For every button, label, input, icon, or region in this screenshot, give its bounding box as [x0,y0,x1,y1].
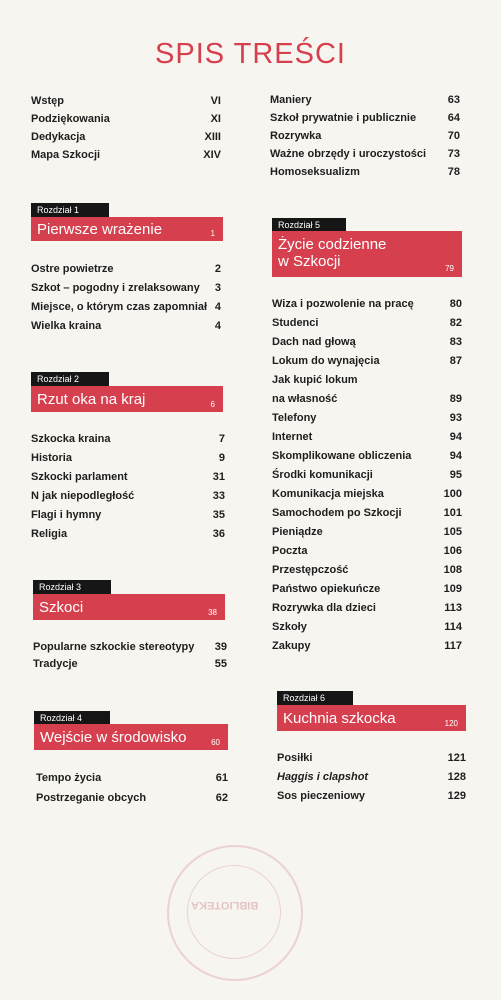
entry-page: 94 [449,450,462,462]
entry-label: Szkocki parlament [31,471,128,483]
toc-entry[interactable] [31,489,225,503]
toc-entry[interactable] [31,94,221,108]
toc-entry[interactable] [272,563,462,577]
entry-page: 3 [214,282,221,294]
entry-label: Ostre powietrze [31,263,114,275]
entry-label: Podziękowania [31,113,110,125]
toc-entry[interactable] [272,582,462,596]
entry-label: Posiłki [277,752,313,764]
toc-entry[interactable] [272,601,462,615]
entry-label: Miejsce, o którym czas zapomniał [31,301,208,313]
toc-entry[interactable] [272,525,462,539]
entry-label: Środki komunikacji [272,469,373,481]
entry-label: Szkot – pogodny i zrelaksowany [31,282,200,294]
chapter-2-banner[interactable] [31,386,223,412]
entry-label: Homoseksualizm [270,166,360,178]
toc-entry[interactable] [270,147,460,161]
entry-label: Religia [31,528,68,540]
library-stamp [167,845,303,981]
entry-label: Maniery [270,94,312,106]
entry-label: Telefony [272,412,317,424]
entry-page: 78 [447,166,460,178]
chapter-page: 6 [210,400,215,409]
toc-entry[interactable] [272,354,462,368]
entry-label: Dedykacja [31,131,86,143]
toc-entry[interactable] [272,430,462,444]
entry-page: 93 [449,412,462,424]
entry-page: 63 [447,94,460,106]
toc-entry[interactable] [36,791,228,805]
entry-page: 73 [447,148,460,160]
chapter-4-banner[interactable] [34,724,228,750]
toc-entry[interactable] [31,281,221,295]
entry-label: Samochodem po Szkocji [272,507,402,519]
chapter-title: Wejście w środowisko [40,729,187,746]
toc-entry[interactable] [272,544,462,558]
chapter-3-tag: Rozdział 3 [33,580,111,594]
entry-page: 114 [444,621,462,633]
chapter-page: 38 [208,608,217,617]
toc-entry[interactable] [272,506,462,520]
entry-label: Sos pieczeniowy [277,790,366,802]
entry-label: Szkoł prywatnie i publicznie [270,112,417,124]
toc-entry[interactable] [272,468,462,482]
toc-entry[interactable] [270,111,460,125]
entry-label: Rozrywka dla dzieci [272,602,376,614]
entry-label: Internet [272,431,313,443]
toc-entry[interactable] [31,432,225,446]
toc-entry[interactable] [31,470,225,484]
toc-entry[interactable] [270,165,460,179]
entry-page: 83 [449,336,462,348]
chapter-5-banner[interactable] [272,231,462,277]
page-title: SPIS TREŚCI [155,38,346,70]
entry-label: Poczta [272,545,308,557]
toc-entry[interactable] [31,262,221,276]
chapter-title: Pierwsze wrażenie [37,221,163,238]
entry-page: 33 [212,490,225,502]
entry-label: Wielka kraina [31,320,102,332]
entry-label: Mapa Szkocji [31,149,101,161]
entry-page: 117 [444,640,462,652]
entry-page: 108 [443,564,462,576]
entry-label: Pieniądze [272,526,323,538]
entry-label: Tempo życia [36,772,102,784]
entry-page: 36 [212,528,225,540]
toc-entry[interactable] [272,392,462,406]
entry-page: 100 [443,488,462,500]
entry-page: 95 [449,469,462,481]
entry-label: Tradycje [33,658,78,670]
entry-page: 70 [447,130,460,142]
entry-page: 105 [443,526,462,538]
entry-page: VI [210,95,221,107]
entry-page: 2 [214,263,221,275]
toc-entry[interactable] [272,639,462,653]
entry-label: Ważne obrzędy i uroczystości [270,148,427,160]
toc-entry[interactable] [272,411,462,425]
entry-label: Historia [31,452,72,464]
entry-page: 4 [214,320,221,332]
toc-entry[interactable] [31,451,225,465]
entry-page: 9 [218,452,225,464]
entry-page: XIII [204,131,221,143]
entry-label: Szkocka kraina [31,433,111,445]
toc-entry[interactable] [272,297,462,311]
entry-page: 121 [447,752,466,764]
toc-entry[interactable] [33,657,227,671]
chapter-title: Życie codzienne w Szkocji [278,236,387,270]
chapter-6-banner[interactable] [277,705,466,731]
entry-page: 4 [214,301,221,313]
toc-entry[interactable] [272,449,462,463]
chapter-1-tag: Rozdział 1 [31,203,109,217]
entry-label: Popularne szkockie stereotypy [33,641,195,653]
entry-label: N jak niepodległość [31,490,135,502]
toc-entry[interactable] [277,789,466,803]
entry-page: 80 [449,298,462,310]
toc-entry[interactable] [277,751,466,765]
entry-label: Wiza i pozwolenie na pracę [272,298,414,310]
entry-page: 87 [449,355,462,367]
stamp-inner-ring [187,865,281,959]
entry-label: Dach nad głową [272,336,356,348]
entry-page: 128 [447,771,466,783]
stamp-text: BIBLIOTEKA [191,899,259,911]
chapter-title: Szkoci [39,599,84,616]
entry-page: 113 [444,602,462,614]
entry-page: 55 [214,658,227,670]
entry-page: 64 [447,112,460,124]
entry-label: Rozrywka [270,130,322,142]
toc-entry[interactable] [36,771,228,785]
entry-page: 106 [443,545,462,557]
entry-label: Haggis i clapshot [277,771,369,783]
toc-entry[interactable] [31,508,225,522]
entry-label: Komunikacja miejska [272,488,384,500]
entry-page: 62 [215,792,228,804]
entry-label: Zakupy [272,640,311,652]
chapter-2-tag: Rozdział 2 [31,372,109,386]
toc-entry[interactable] [272,620,462,634]
toc-entry[interactable] [272,373,462,387]
entry-page: 31 [212,471,225,483]
entry-label: Szkoły [272,621,307,633]
toc-entry[interactable] [272,487,462,501]
chapter-4-tag: Rozdział 4 [34,711,110,725]
entry-page: 82 [449,317,462,329]
chapter-page: 1 [210,229,215,238]
toc-entry[interactable] [270,129,460,143]
toc-entry[interactable] [31,527,225,541]
entry-label: Wstęp [31,95,64,107]
entry-page: 39 [214,641,227,653]
toc-entry[interactable] [31,148,221,162]
entry-page: XI [210,113,221,125]
toc-entry[interactable] [270,93,460,107]
entry-label: Flagi i hymny [31,509,102,521]
entry-label: Lokum do wynajęcia [272,355,380,367]
entry-page: XIV [203,149,221,161]
toc-entry[interactable] [31,319,221,333]
chapter-page: 60 [211,738,220,747]
toc-entry[interactable] [31,130,221,144]
entry-label: Przestępczość [272,564,349,576]
chapter-5-tag: Rozdział 5 [272,218,346,232]
chapter-title: Kuchnia szkocka [283,710,396,727]
entry-label: na własność [272,393,338,405]
entry-page: 129 [447,790,466,802]
entry-label: Państwo opiekuńcze [272,583,381,595]
chapter-3-banner[interactable] [33,594,225,620]
entry-label: Postrzeganie obcych [36,792,147,804]
toc-entry[interactable] [272,335,462,349]
toc-entry[interactable] [31,112,221,126]
chapter-1-banner[interactable] [31,217,223,241]
toc-entry[interactable] [31,300,221,314]
entry-page: 35 [212,509,225,521]
toc-entry[interactable] [272,316,462,330]
entry-label: Studenci [272,317,319,329]
entry-label: Jak kupić lokum [272,374,358,386]
entry-page: 94 [449,431,462,443]
chapter-6-tag: Rozdział 6 [277,691,353,705]
chapter-title: Rzut oka na kraj [37,391,146,408]
toc-entry[interactable] [33,640,227,654]
entry-page: 109 [443,583,462,595]
entry-page: 61 [215,772,228,784]
entry-label: Skomplikowane obliczenia [272,450,412,462]
chapter-page: 79 [445,264,454,273]
toc-entry[interactable] [277,770,466,784]
chapter-page: 120 [444,719,458,728]
entry-page: 89 [449,393,462,405]
entry-page: 7 [218,433,225,445]
entry-page: 101 [443,507,462,519]
